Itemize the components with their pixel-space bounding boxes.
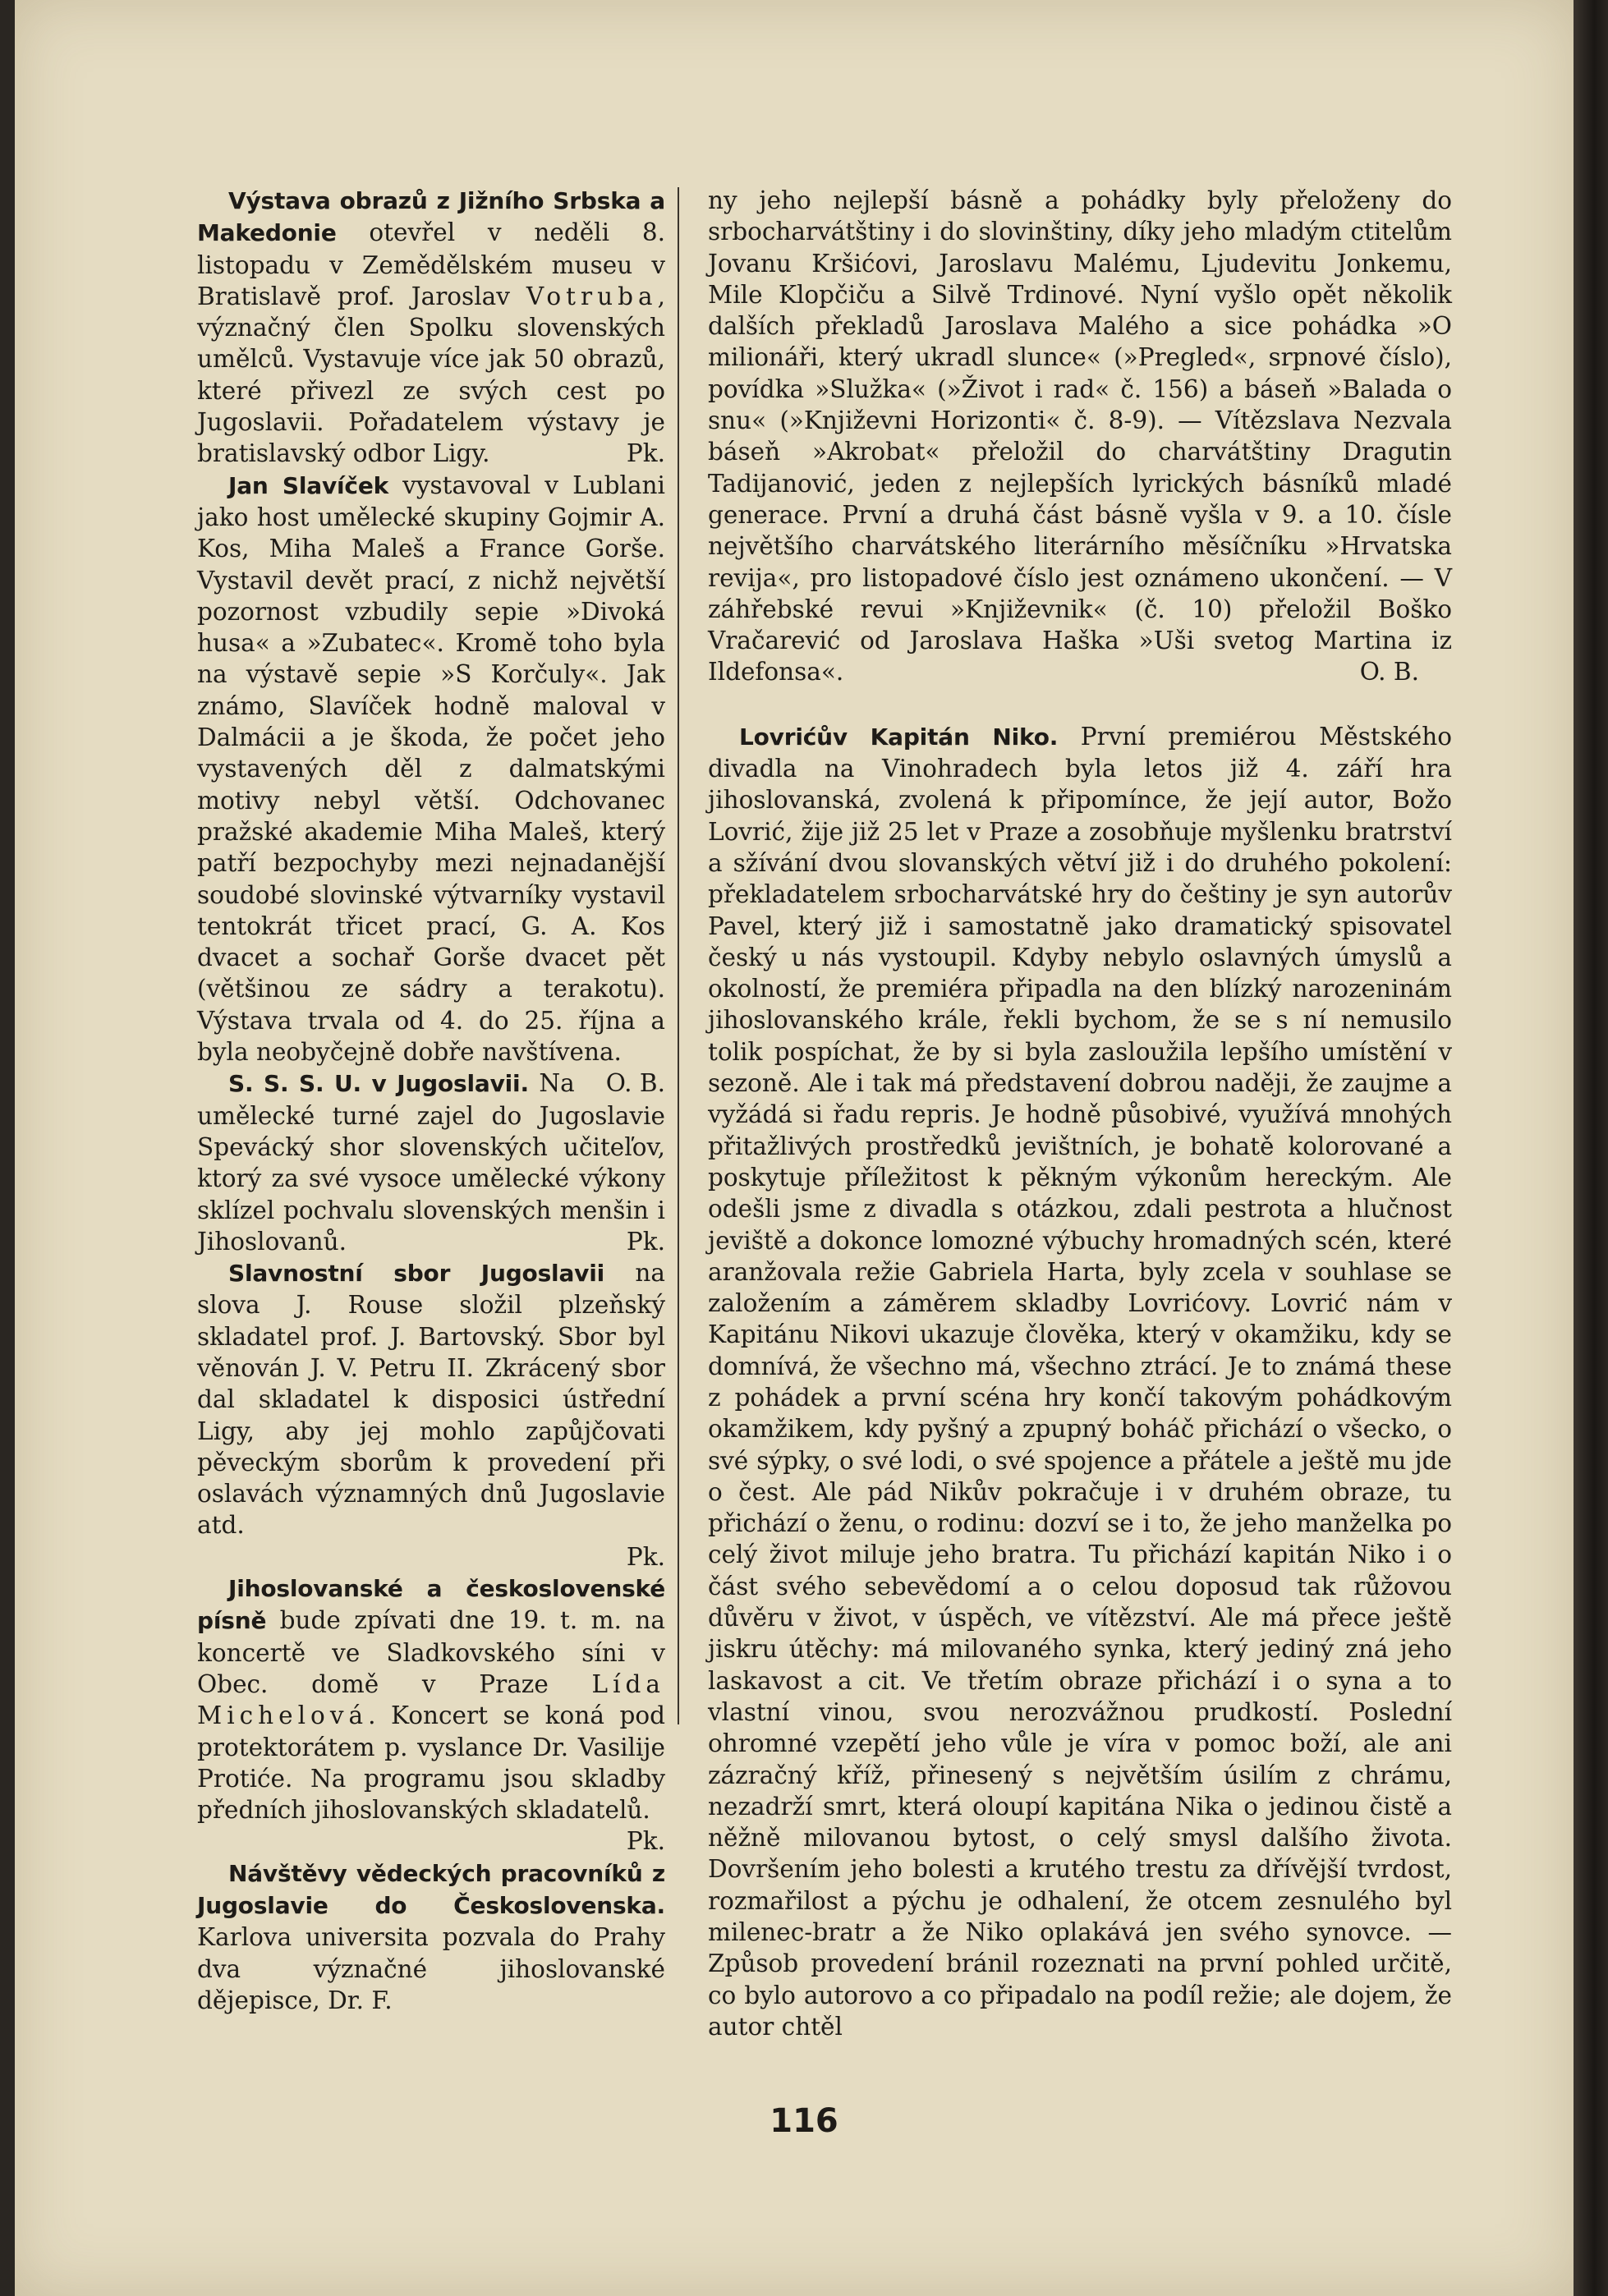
- signature: Pk.: [626, 1542, 665, 1571]
- article-scholar-visits: Návštěvy vědeckých pracovníků z Jugoslavie do Československa. Karlova universita pozvala do Prahy dva význačné jihoslovanské dějepisce, Dr. F.: [197, 1859, 665, 2014]
- signature: O. B.: [1359, 658, 1419, 687]
- article-title: S. S. S. U. v Jugoslavii.: [228, 1070, 529, 1098]
- article-title: Slavnostní sbor Jugoslavii: [228, 1260, 605, 1288]
- signature: Pk.: [626, 1227, 665, 1256]
- article-songs-concert: Jihoslovanské a československé písně bude zpívati dne 19. t. m. na koncertě ve Sladkovského síni v Obec. domě v Praze Lída Michelová. Koncert se koná pod protektorátem p. vyslance Dr. Vasilije Protiće. Na programu jsou skladby předních jihoslovanských skladatelů. Pk.: [197, 1573, 665, 1857]
- article-title: Návštěvy vědeckých pracovníků z Jugoslavie do Československa.: [197, 1859, 665, 1920]
- article-kapitan-niko: Lovrićův Kapitán Niko. První premiérou Městského divadla na Vinohradech byla letos již 4. září hra jihoslovanská, zvolená k připomínce, že její autor, Božo Lovrić, žije již 25 let v Praze a zosobňuje myšlenku bratrství a sžívání dvou slovanských větví již i do druhého pokolení: překladatelem srbocharvátské hry do češtiny je syn autorův Pavel, který již i samostatně jako dramatický spisovatel český u nás vystoupil. Kdyby nebylo oslavných úmyslů a okolností, že premiéra připadla na den blízký narozeninám jihoslovanského krále, řekli bychom, že se s ní nemusilo tolik pospíchat, že by si byla zasloužila lepšího umístění v sezoně. Ale i tak má představení dobrou naději, že zaujme a vyžádá si řadu repris. Je hodně působivé, využívá mnohých přitažlivých prostředků jevištních, je bohatě kolorované a poskytuje příležitost k pěkným výkonům hereckým. Ale odešli jsme z divadla s otázkou, zdali pestrota a hlučnost jeviště a dokonce lomozné výbuchy hromadných scén, které aranžovala režie Gabriela Harta, byly zcela v souhlase se založením a záměrem skladby Lovrićovy. Lovrić nám v Kapitánu Nikovi ukazuje člověka, který v okamžiku, kdy se domnívá, že všechno má, všechno ztrácí. Je to známá these z pohádek a první scéna hry končí takovým pohádkovým okamžikem, kdy pyšný a zpupný boháč přichází o všecko, o své sýpky, o své lodi, o své spojence a přátele a ještě mu jde o čest. Ale pád Nikův pokračuje i v druhém obraze, tu přichází o ženu, o rodinu: dozví se i to, že jeho manželka po celý život miluje jeho bratra. Tu přichází kapitán Niko i o část svého sebevědomí a o celou doposud tak růžovou důvěru v život, v úspěch, ve vítězství. Ale má přece ještě jiskru útěchy: má milovaného synka, který jediný zná jeho laskavost a cit. Ve třetím obraze přichází i o syna a to vlastní vinou, svou nerozvážnou prudkostí. Poslední ohromné vzepětí jeho vůle je víra v pomoc boží, ale ani zázračný kříž, přinesený s největším úsilím z chrámu, nezadrží smrt, která oloupí kapitána Nika o jedinou čistě a něžně milovanou bytost, o celý smysl dalšího života. Dovršením jeho bolesti a krutého trestu za dřívější tvrdost, rozmařilost a pýchu je odhalení, že otcem zesnulého byl milenec-bratr a že Niko oplakává jen svého synovce. — Způsob provedení bránil rozeznati na první pohled určitě, co bylo autorovo a co připadalo na podíl režie; ale dojem, že autor chtěl: [708, 722, 1452, 2041]
- signature: Pk.: [626, 1827, 665, 1856]
- article-translations-continued: ny jeho nejlepší básně a pohádky byly přeloženy do srbocharvátštiny i do slovinštiny, díky jeho mladým ctitelům Jovanu Kršićovi, Jaroslavu Malému, Ljudevitu Jonkemu, Mile Klopčiču a Silvě Trdinové. Nyní vyšlo opět několik dalších překladů Jaroslava Malého a sice pohádka »O milionáři, který ukradl slunce« (»Pregled«, srpnové číslo), povídka »Služka« (»Život i rad« č. 156) a báseň »Balada o snu« (»Književni Horizonti« č. 8-9). — Vítězslava Nezvala báseň »Akrobat« přeložil do charvátštiny Dragutin Tadijanović, jeden z nejlepších lyrických básníků mladé generace. První a druhá část básně vyšla v 9. a 10. čísle největšího charvátského literárního měsíčníku »Hrvatska revija«, pro listopadové číslo jest oznámeno ukončení. — V záhřebské revui »Književnik« (č. 10) přeložil Boško Vračarević od Jaroslava Haška »Uši svetog Martina iz Ildefonsa«. O. B.: [708, 185, 1452, 688]
- article-sssu-jugoslavia: S. S. S. U. v Jugoslavii. Na umělecké turné zajel do Jugoslavie Spevácký shor slovenských učiteľov, ktorý za své vysoce umělecké výkony sklízel pochvalu slovenských menšin i Jihoslovanů. Pk.: [197, 1068, 665, 1257]
- section-gap: [708, 688, 1452, 721]
- article-title: Jan Slavíček: [228, 471, 389, 499]
- person-name: Lída Michelová: [197, 1669, 665, 1730]
- signature: O. B.: [605, 1069, 665, 1098]
- signature: Pk.: [626, 439, 665, 468]
- article-jan-slavicek: Jan Slavíček vystavoval v Lublani jako host umělecké skupiny Gojmir A. Kos, Miha Maleš a France Gorše. Vystavil devět prací, z nichž největší pozornost vzbudily sepie »Divoká husa« a »Zubatec«. Kromě toho byla na výstavě sepie »S Korčuly«. Jak známo, Slavíček hodně maloval v Dalmácii a je škoda, že počet jeho vystavených děl z dalmatskými motivy nebyl větší. Odchovanec pražské akademie Miha Maleš, který patří bezpochyby mezi nejnadanější soudobé slovinské výtvarníky vystavil tentokrát třicet prací, G. A. Kos dvacet a sochař Gorše dvacet pět (většinou ze sádry a terakotu). Výstava trvala od 4. do 25. října a byla neobyčejně dobře navštívena. O. B.: [197, 470, 665, 1068]
- article-title: Jihoslovanské a československé písně: [197, 1575, 665, 1635]
- right-column: [708, 185, 1452, 2042]
- book-spine: [1574, 0, 1608, 2296]
- article-title: Výstava obrazů z Jižního Srbska a Makedonie: [197, 187, 665, 247]
- article-exhibition-paintings: Výstava obrazů z Jižního Srbska a Makedonie otevřel v neděli 8. listopadu v Zemědělském museu v Bratislavě prof. Jaroslav Votruba, význačný člen Spolku slovenských umělců. Vystavuje více jak 50 obrazů, které přivezl ze svých cest po Jugoslavii. Pořadatelem výstavy je bratislavský odbor Ligy. Pk.: [197, 185, 665, 470]
- person-name: Votruba: [526, 282, 658, 310]
- article-festive-choir: Slavnostní sbor Jugoslavii na slova J. Rouse složil plzeňský skladatel prof. J. Bartovský. Sbor byl věnován J. V. Petru II. Zkrácený sbor dal skladatel k disposici ústřední Ligy, aby jej mohlo zapůjčovati pěveckým sborům k provedení při oslavách významných dnů Jugoslavie atd. Pk.: [197, 1257, 665, 1573]
- left-column: [197, 185, 665, 2016]
- article-title: Lovrićův Kapitán Niko.: [739, 723, 1059, 751]
- column-divider: [678, 187, 679, 1724]
- page-number: 116: [770, 2102, 838, 2140]
